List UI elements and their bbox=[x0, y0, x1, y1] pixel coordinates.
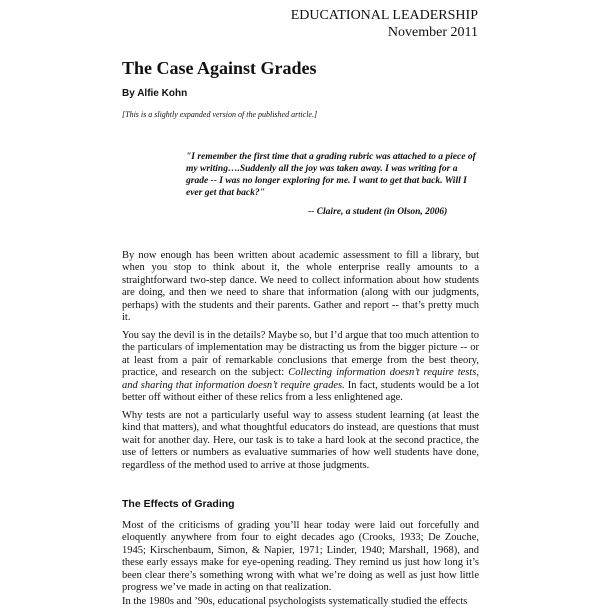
paragraph-4: Most of the criticisms of grading you’ll hear today were laid out forcefully and eloquently anywhere from four to eight decades ago (Crooks, 1933; De Zouche, 1945; Kirschenbaum, Simon, & Napier, 1971; Linder, 1940; Marshall, 1968), and these early essays make for eye-opening reading. They remind us just how long it’s been clear there’s something wrong with what we’re doing as well as just how little progress we’ve made in acting on that realization. bbox=[122, 520, 479, 594]
paragraph-1: By now enough has been written about academic assessment to fill a library, but when you stop to think about it, the whole enterprise really amounts to a straightforward two-step dance. We need to collect information about how students are doing, and then we need to share that information (along with our judgments, perhaps) with the students and their parents. Gather and report -- that’s pretty much it. bbox=[122, 250, 479, 324]
section-heading: The Effects of Grading bbox=[122, 498, 235, 510]
article-author: By Alfie Kohn bbox=[122, 88, 188, 99]
paragraph-5: In the 1980s and ’90s, educational psychologists systematically studied the effects bbox=[122, 596, 468, 607]
publication-date: November 2011 bbox=[387, 25, 478, 40]
paragraph-3: Why tests are not a particularly useful way to assess student learning (at least the kind that matters), and what thoughtful educators do instead, are questions that must wait for another day. Here, our task is to take a hard look at the second practice, the use of letters or numbers as evaluative summaries of how well students have done, regardless of the method used to arrive at those judgments. bbox=[122, 410, 479, 471]
paragraph-2-text-b: In fact, students would be a lot better off without either of these relics from a less enlightened age. bbox=[122, 379, 479, 404]
article-title: The Case Against Grades bbox=[122, 58, 317, 78]
paragraph-2 bbox=[122, 330, 479, 404]
paragraph-2-emphasis: Collecting information doesn’t require tests, and sharing that information doesn’t require grades. bbox=[122, 367, 479, 391]
paragraph-2-text-a: You say the devil is in the details? Maybe so, but I’d argue that too much attention to the particulars of implementation may be distracting us from the bigger picture -- or at least from a pair of remarkable conclusions that emerge from the best theory, practice, and research on the subject: bbox=[122, 330, 479, 379]
epigraph-attribution: -- Claire, a student (in Olson, 2006) bbox=[308, 207, 448, 217]
epigraph-quote: "I remember the first time that a grading rubric was attached to a piece of my writing….Suddenly all the joy was taken away. I was writing for a grade -- I was no longer exploring for me. I want to get that back. Will I ever get that back?" bbox=[186, 152, 476, 198]
running-header bbox=[291, 7, 478, 41]
publication-name: EDUCATIONAL LEADERSHIP bbox=[290, 8, 478, 23]
edition-note: [This is a slightly expanded version of the published article.] bbox=[122, 110, 318, 119]
